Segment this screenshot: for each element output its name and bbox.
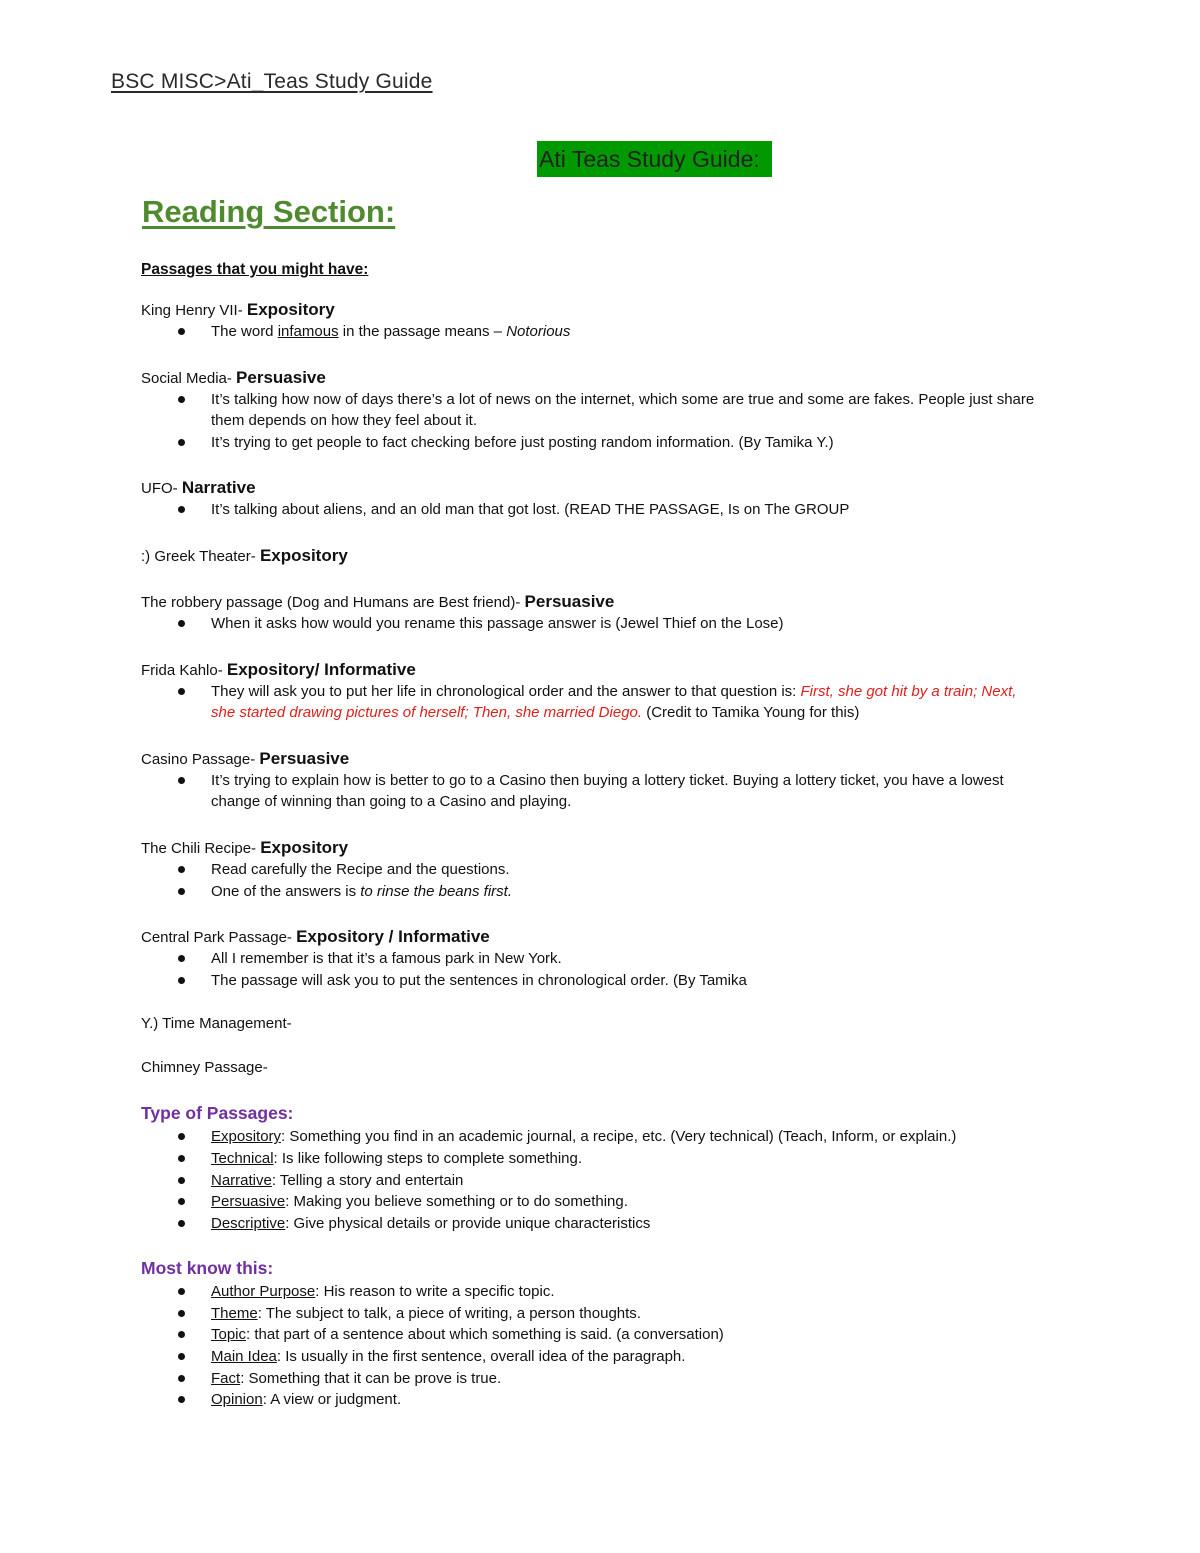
term: Persuasive [211,1193,286,1211]
passage-heading [141,836,1041,859]
passage-name: :) Greek Theater- [141,547,260,565]
bullet-icon [178,1396,185,1403]
note-text: in the passage means – [338,323,507,340]
passage-type: Expository / Informative [296,927,490,947]
bullet-icon [178,1375,185,1382]
passage-entry [141,925,1041,991]
passage-entry [141,366,1041,454]
note-text: One of the answers is [211,882,361,900]
definition: : A view or judgment. [262,1391,402,1409]
document-body [141,258,1041,1411]
time-management-line: Y.) Time Management- [141,1015,292,1033]
bullet-icon [178,1310,185,1317]
list-item [211,1170,1041,1192]
bullet-icon [178,888,185,895]
types-list [141,1126,1041,1234]
definition: : Is usually in the first sentence, overall idea of the paragraph. [276,1348,686,1366]
bullet-icon [178,328,185,335]
list-item [211,770,1041,813]
note-text: (Credit to Tamika Young for this) [642,704,860,722]
passage-name: Social Media- [141,369,237,387]
definition: : that part of a sentence about which something is said. (a conversation) [246,1326,724,1344]
passage-notes [141,948,1041,991]
passage-heading [141,544,1041,567]
passage-entry [141,658,1041,724]
note-text: It’s trying to get people to fact checking before just posting random information. (By Tamika Y.) [211,433,834,451]
passage-notes [141,613,1041,635]
term: Fact [211,1369,241,1387]
term: Descriptive [211,1214,286,1232]
note-underlined-text: infamous [277,323,339,340]
bullet-icon [178,1155,185,1162]
passage-entry [141,747,1041,813]
list-item [211,1126,1041,1148]
list-item [211,321,1041,343]
definition: : Something you find in an academic journal, a recipe, etc. (Very technical) (Teach, Inform, or explain.) [281,1128,957,1146]
bullet-icon [178,866,185,873]
definition: : Give physical details or provide unique characteristics [285,1214,651,1232]
passage-heading [141,476,1041,499]
note-text: The passage will ask you to put the sentences in chronological order. (By Tamika [211,971,747,989]
passage-type: Expository [259,545,348,565]
list-item [211,432,1041,454]
list-item [211,1303,1041,1325]
note-italic-text: Notorious [506,323,571,340]
bullet-icon [178,955,185,962]
types-heading: Type of Passages: [141,1103,294,1124]
passage-entry [141,544,1041,567]
passage-entry [141,836,1041,902]
note-text: They will ask you to put her life in chronological order and the answer to that question is: [211,682,801,700]
passage-name: Frida Kahlo- [141,661,227,679]
list-item [211,1389,1041,1411]
list-item [211,859,1041,881]
know-heading: Most know this: [141,1258,274,1279]
term: Theme [211,1304,258,1322]
passage-entry [141,476,1041,521]
answer-highlight: First, she got hit by a train; Next, she started drawing pictures of herself; Then, she married Diego. [211,682,1017,722]
bullet-icon [178,777,185,784]
list-item [211,1324,1041,1346]
passage-entry [141,298,1041,343]
passage-type: Expository [246,300,335,319]
bullet-icon [178,1198,185,1205]
list-item [211,681,1041,724]
passage-heading [141,590,1041,613]
list-item [211,1346,1041,1368]
bullet-icon [178,506,185,513]
passage-type: Persuasive [236,367,326,387]
list-item [211,499,1041,521]
passage-notes [141,389,1041,454]
note-text: It’s trying to explain how is better to go to a Casino then buying a lottery ticket. Buying a lottery ticket, you have a lowest change of winning than going to a Casino and playing. [211,771,1004,811]
passage-name: Casino Passage- [141,750,260,768]
list-item [211,948,1041,970]
bullet-icon [178,1331,185,1338]
term: Author Purpose [211,1283,316,1301]
note-text: Read carefully the Recipe and the questions. [211,860,510,878]
note-text: When it asks how would you rename this passage answer is (Jewel Thief on the Lose) [211,614,784,632]
list-item [211,1191,1041,1213]
passages-heading: Passages that you might have: [141,261,369,278]
note-text: The word [211,323,278,340]
bullet-icon [178,396,185,403]
term: Main Idea [211,1348,277,1366]
passage-heading [141,298,1041,321]
note-italic-text: to rinse the beans first. [360,882,512,900]
term: Narrative [211,1171,272,1189]
list-item [211,881,1041,903]
bullet-icon [178,620,185,627]
bullet-icon [178,977,185,984]
definition: : Telling a story and entertain [271,1171,464,1189]
bullet-icon [178,439,185,446]
bullet-icon [178,1133,185,1140]
term: Expository [211,1128,282,1146]
list-item [211,970,1041,992]
note-text: It’s talking how now of days there’s a lot of news on the internet, which some are true and some are fakes. People just share them depends on how they feel about it. [211,390,1035,430]
chimney-passage-line: Chimney Passage- [141,1059,268,1077]
list-item [211,1281,1041,1303]
note-text: It’s talking about aliens, and an old man that got lost. (READ THE PASSAGE, Is on The GROUP [211,501,850,519]
passage-heading [141,658,1041,681]
bullet-icon [178,688,185,695]
bullet-icon [178,1177,185,1184]
passage-type: Narrative [181,478,256,498]
term: Topic [211,1326,247,1344]
passage-name: King Henry VII- [141,302,247,319]
term: Opinion [211,1391,263,1409]
list-item [211,1368,1041,1390]
definition: : His reason to write a specific topic. [315,1283,555,1301]
definition: : Something that it can be prove is true. [240,1369,502,1387]
bullet-icon [178,1288,185,1295]
list-item [211,1213,1041,1235]
know-list [141,1281,1041,1411]
list-item [211,1148,1041,1170]
passage-heading [141,366,1041,389]
term: Technical [211,1149,274,1167]
passage-type: Expository/ Informative [226,659,416,679]
passage-name: UFO- [141,480,182,498]
passage-notes [141,499,1041,521]
passage-name: The robbery passage (Dog and Humans are Best friend)- [141,593,525,611]
passage-heading [141,747,1041,770]
list-item [211,613,1041,635]
passage-type: Persuasive [259,748,350,768]
document-title: Ati Teas Study Guide: [537,141,772,177]
passage-notes [141,859,1041,902]
passage-type: Expository [260,837,349,857]
definition: : Making you believe something or to do something. [285,1193,628,1211]
passage-type: Persuasive [524,591,615,611]
bullet-icon [178,1220,185,1227]
passage-name: The Chili Recipe- [141,839,261,857]
passage-notes [141,770,1041,813]
document-header: BSC MISC>Ati_Teas Study Guide [111,70,433,93]
passage-heading [141,925,1041,948]
reading-section-title: Reading Section: [142,194,396,229]
passage-notes [141,321,1041,343]
passage-name: Central Park Passage- [141,929,297,947]
bullet-icon [178,1353,185,1360]
definition: : Is like following steps to complete something. [273,1149,583,1167]
list-item [211,389,1041,432]
note-text: All I remember is that it’s a famous park in New York. [211,950,562,968]
passage-notes [141,681,1041,724]
definition: : The subject to talk, a piece of writing, a person thoughts. [257,1304,641,1322]
passage-entry [141,590,1041,635]
